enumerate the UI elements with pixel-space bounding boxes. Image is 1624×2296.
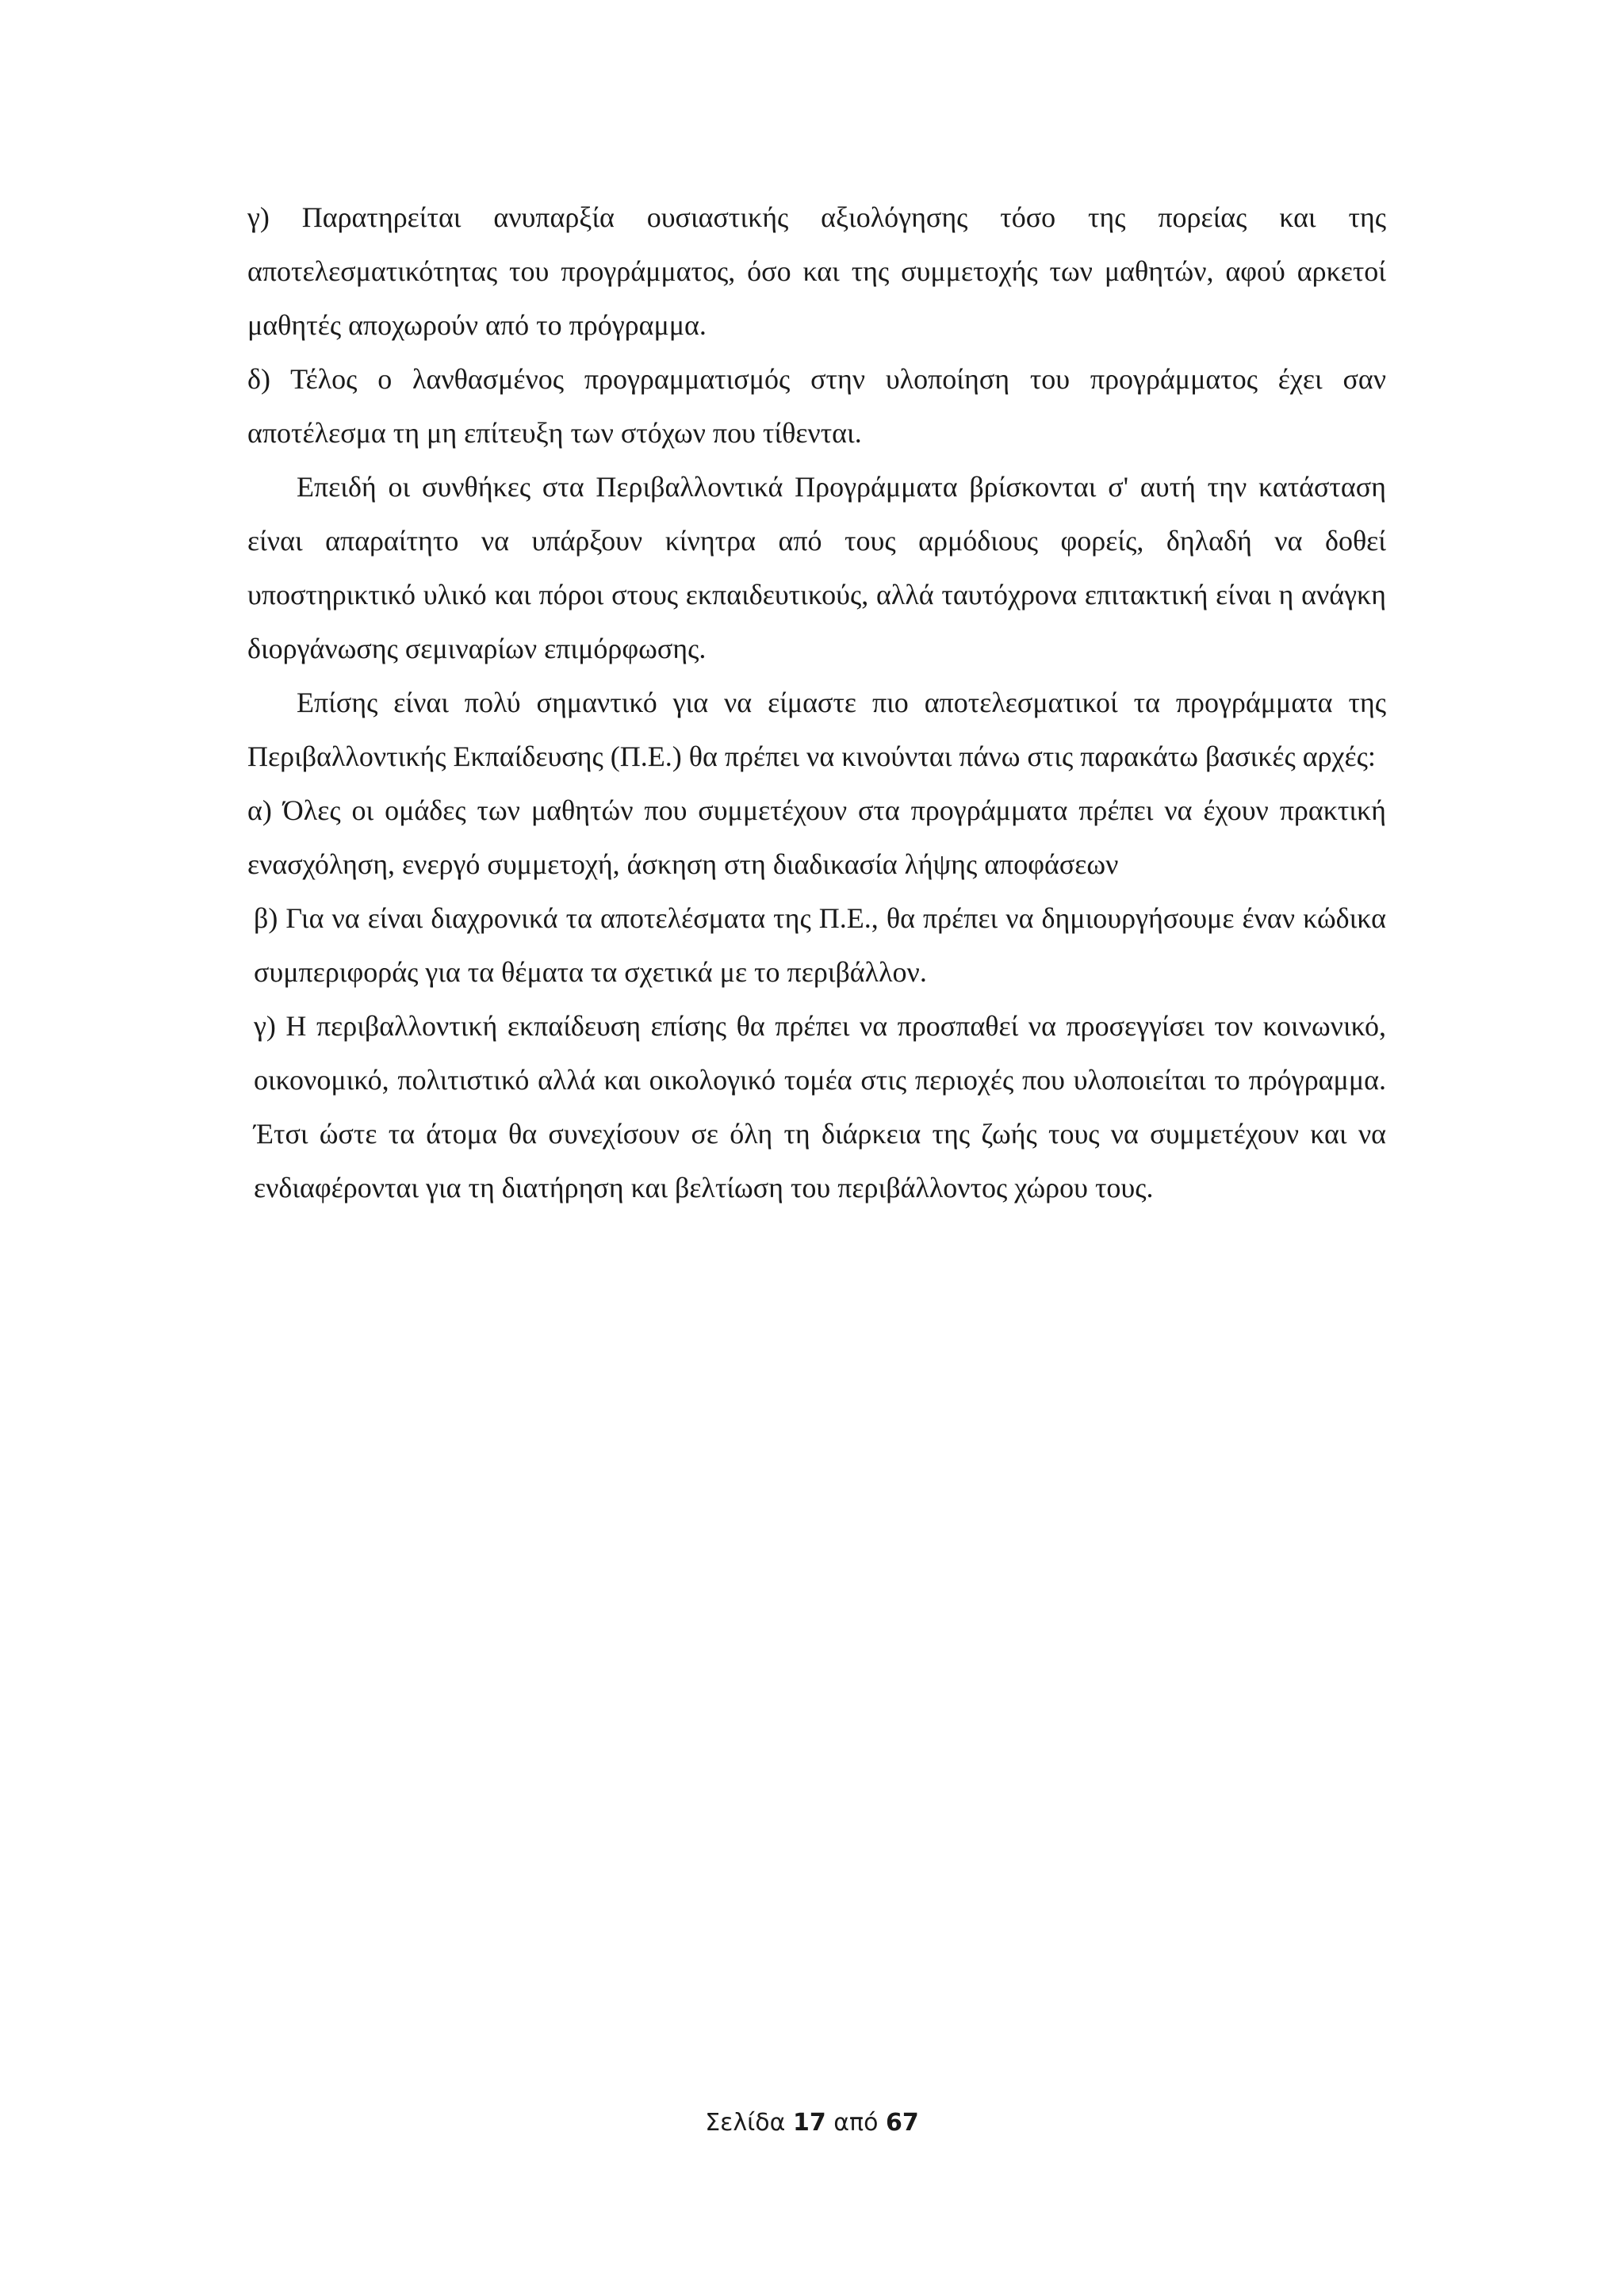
paragraph-delta-planning: δ) Τέλος ο λανθασμένος προγραμματισμός στην υλοποίηση του προγράμματος έχει σαν αποτέλεσμα τη μη επίτευξη των στόχων που τίθενται. (247, 363, 1386, 449)
footer-page-number: 17 (792, 2109, 826, 2137)
paragraph-beta-code-of-conduct: β) Για να είναι διαχρονικά τα αποτελέσματα της Π.Ε., θα πρέπει να δημιουργήσουμε έναν κώδικα συμπεριφοράς για τα θέματα τα σχετικά με το περιβάλλον. (254, 902, 1386, 988)
footer-separator: από (833, 2109, 879, 2137)
paragraph-principles-intro: Επίσης είναι πολύ σημαντικό για να είμαστε πιο αποτελεσματικοί τα προγράμματα της Περιβαλλοντικής Εκπαίδευσης (Π.Ε.) θα πρέπει να κινούνται πάνω στις παρακάτω βασικές αρχές: (247, 687, 1386, 772)
paragraph-gamma-evaluation: γ) Παρατηρείται ανυπαρξία ουσιαστικής αξιολόγησης τόσο της πορείας και της αποτελεσματικότητας του προγράμματος, όσο και της συμμετοχής των μαθητών, αφού αρκετοί μαθητές αποχωρούν από το πρόγραμμα. (247, 201, 1386, 341)
paragraph-gamma-environmental-education: γ) Η περιβαλλοντική εκπαίδευση επίσης θα πρέπει να προσπαθεί να προσεγγίσει τον κοινωνικό, οικονομικό, πολιτιστικό αλλά και οικολογικό τομέα στις περιοχές που υλοποιείται το πρόγραμμα. Έτσι ώστε τα άτομα θα συνεχίσουν σε όλη τη διάρκεια της ζωής τους να συμμετέχουν και να ενδιαφέρονται για τη διατήρηση και βελτίωση του περιβάλλοντος χώρου τους. (254, 1010, 1386, 1203)
body-text (247, 190, 1386, 1215)
page-footer (0, 2109, 1624, 2137)
footer-page-prefix: Σελίδα (705, 2109, 786, 2137)
paragraph-incentives: Επειδή οι συνθήκες στα Περιβαλλοντικά Προγράμματα βρίσκονται σ' αυτή την κατάσταση είναι απαραίτητο να υπάρξουν κίνητρα από τους αρμόδιους φορείς, δηλαδή να δοθεί υποστηρικτικό υλικό και πόροι στους εκπαιδευτικούς, αλλά ταυτόχρονα επιτακτική είναι η ανάγκη διοργάνωσης σεμιναρίων επιμόρφωσης. (247, 471, 1386, 664)
paragraph-alpha-participation: α) Όλες οι ομάδες των μαθητών που συμμετέχουν στα προγράμματα πρέπει να έχουν πρακτική ενασχόληση, ενεργό συμμετοχή, άσκηση στη διαδικασία λήψης αποφάσεων (247, 794, 1386, 880)
footer-total-pages: 67 (886, 2109, 919, 2137)
